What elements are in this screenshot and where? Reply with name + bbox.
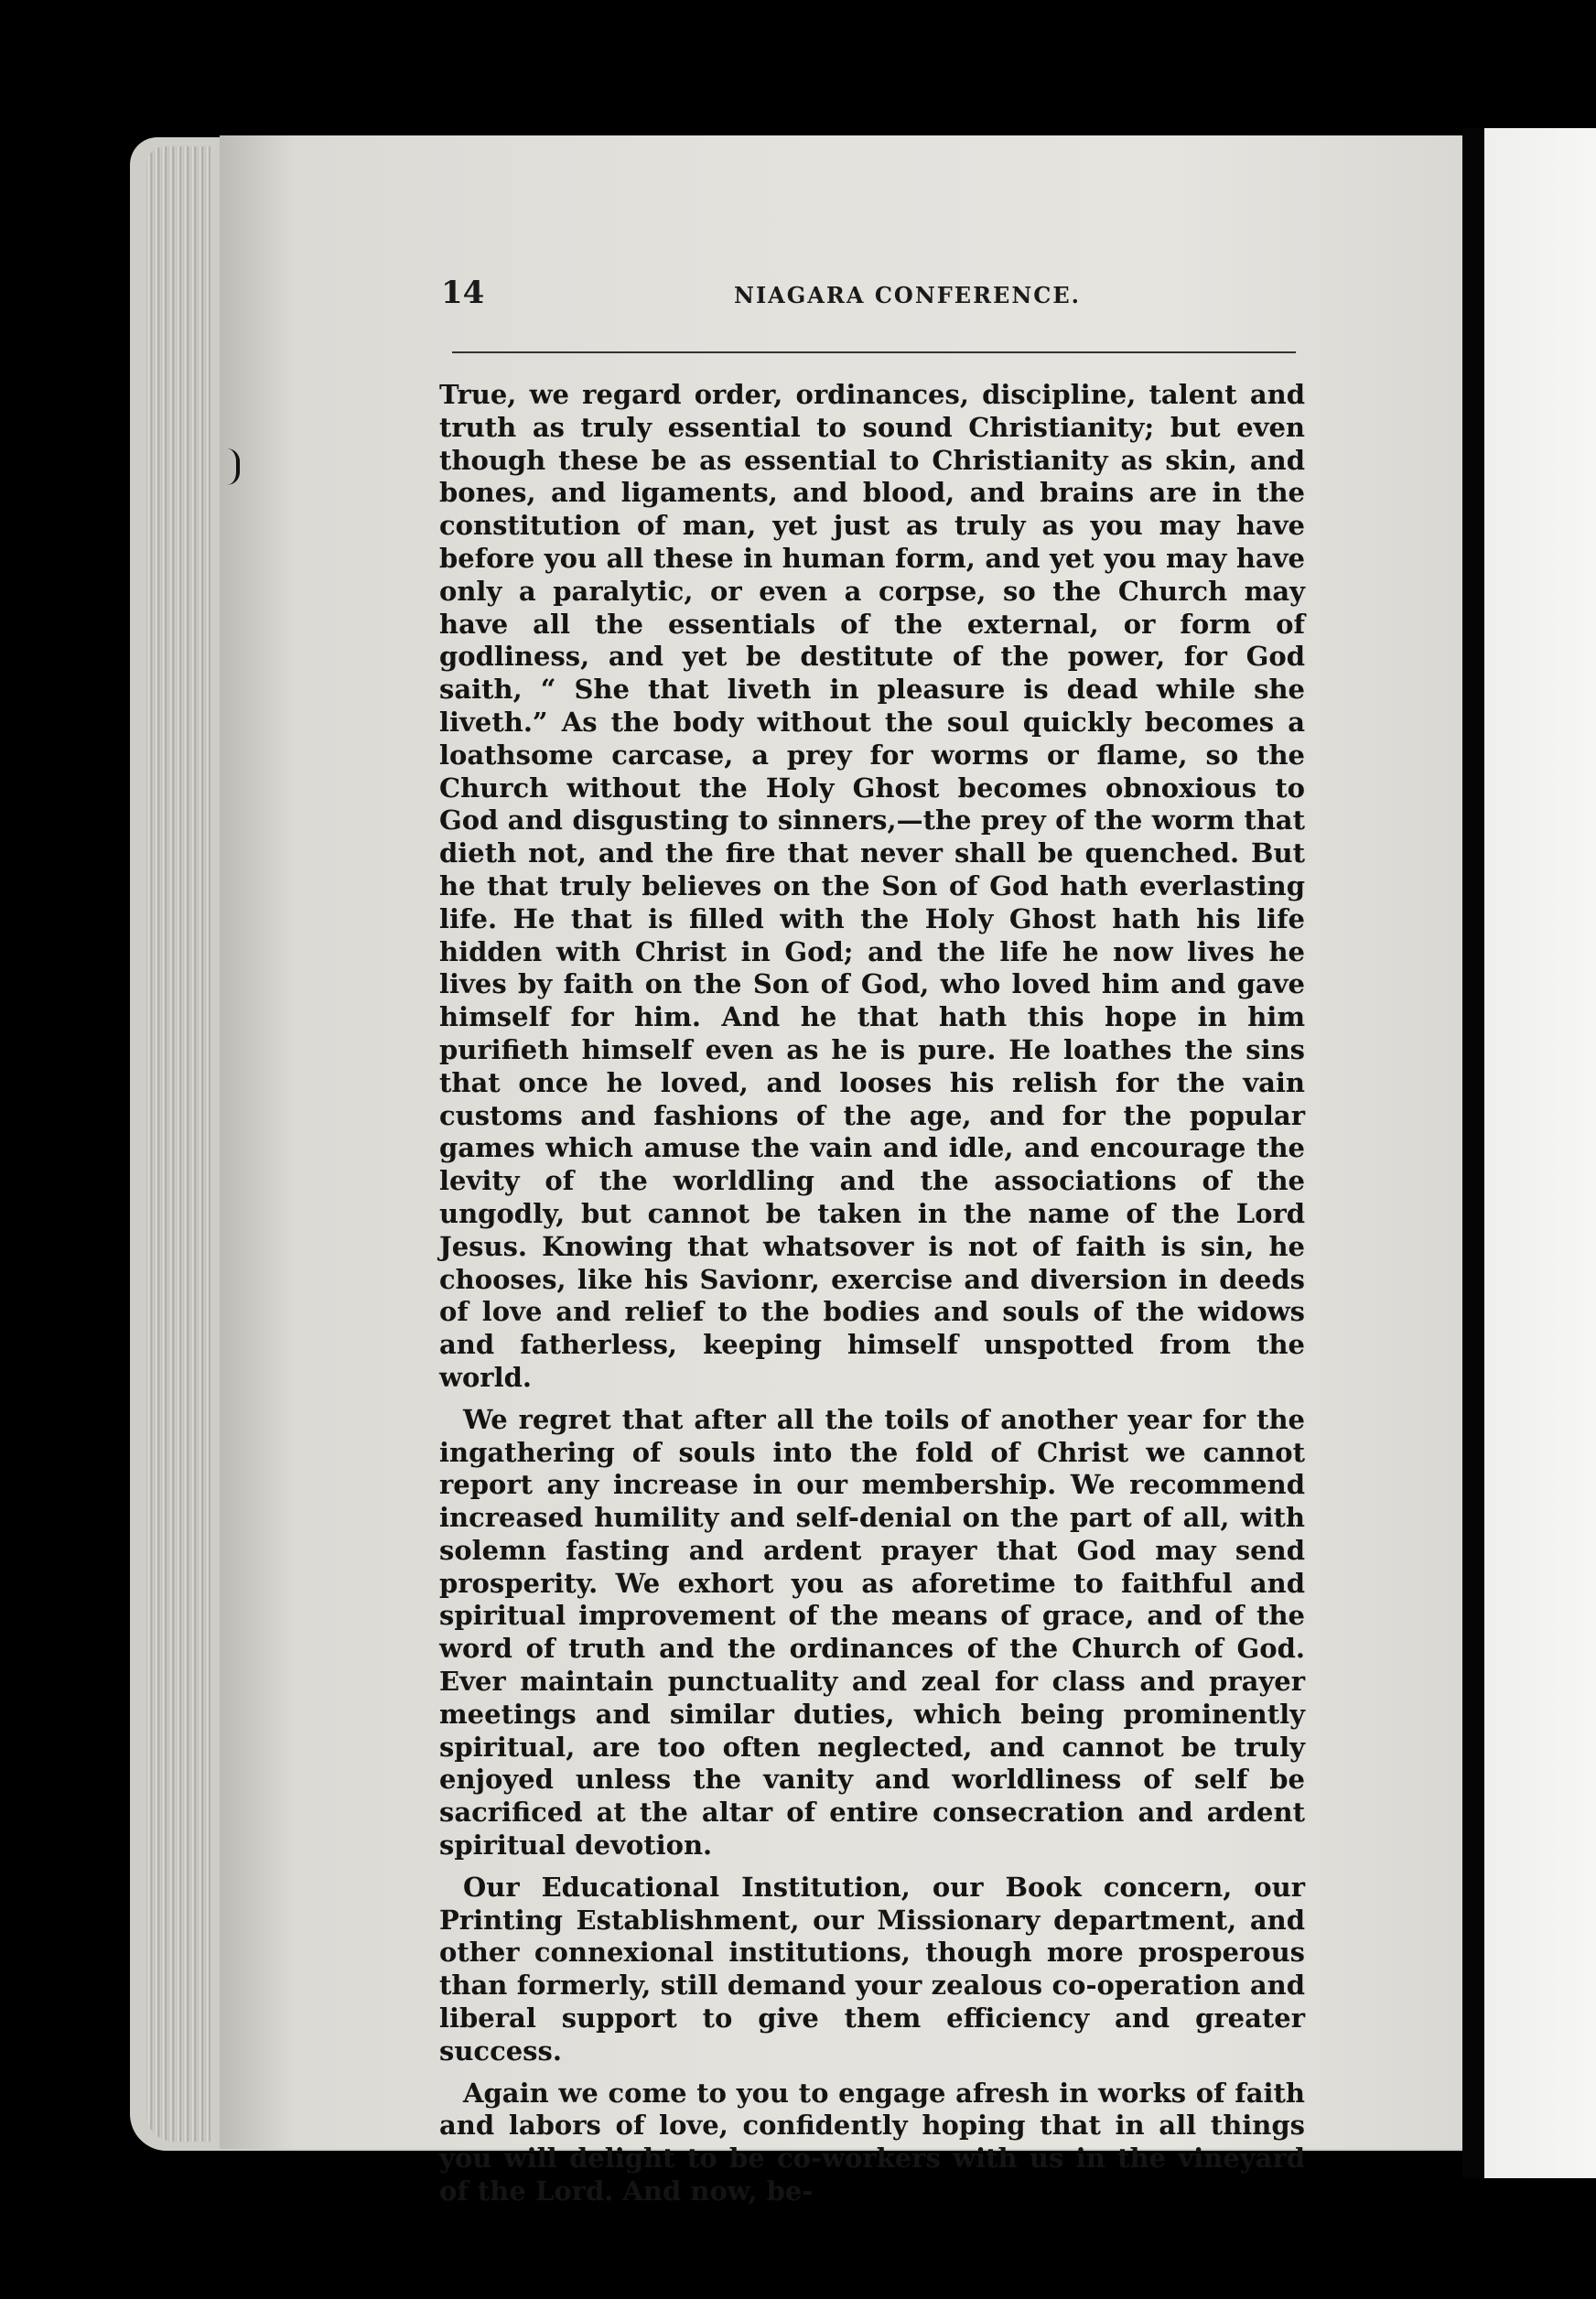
paragraph-4: Again we come to you to engage afresh in works of faith and labors of love, confidently hoping that in all things you will delight to be co-workers with us in the vineyard of the Lord. And now, be-: [439, 2077, 1305, 2207]
gutter-shadow: [1462, 128, 1484, 2178]
page-number: 14: [441, 275, 485, 311]
paragraph-3: Our Educational Institution, our Book concern, our Printing Establishment, our Missionary department, and other connexional institutions, though more prosperous than formerly, still demand your zealous co-operation and liberal support to give them efficiency and greater success.: [439, 1871, 1305, 2067]
paragraph-2: We regret that after all the toils of another year for the ingathering of souls into the fold of Christ we cannot report any increase in our membership. We recommend increased humility and self-denial on the part of all, with solemn fasting and ardent prayer that God may send prosperity. We exhort you as aforetime to faithful and spiritual improvement of the means of grace, and of the word of truth and the ordinances of the Church of God. Ever maintain punctuality and zeal for class and prayer meetings and similar duties, which being prominently spiritual, are too often neglected, and cannot be truly enjoyed unless the vanity and worldliness of self be sacrificed at the altar of entire consecration and ardent spiritual devotion.: [439, 1403, 1305, 1862]
running-head: NIAGARA CONFERENCE.: [734, 282, 1082, 308]
paragraph-1: True, we regard order, ordinances, discipline, talent and truth as truly essential to sound Christianity; but even though these be as essential to Christianity as skin, and bones, and ligaments, and blood, and brains are in the constitution of man, yet just as truly as you may have before you all these in human form, and yet you may have only a paralytic, or even a corpse, so the Church may have all the essentials of the external, or form of godliness, and yet be destitute of the power, for God saith, “ She that liveth in pleasure is dead while she liveth.” As the body without the soul quickly becomes a loathsome carcase, a prey for worms or flame, so the Church without the Holy Ghost becomes obnoxious to God and disgusting to sinners,—the prey of the worm that dieth not, and the fire that never shall be quenched. But he that truly believes on the Son of God hath everlasting life. He that is filled with the Holy Ghost hath his life hidden with Christ in God; and the life he now lives he lives by faith on the Son of God, who loved him and gave himself for him. And he that hath this hope in him purifieth himself even as he is pure. He loathes the sins that once he loved, and looses his relish for the vain customs and fashions of the age, and for the popular games which amuse the vain and idle, and encourage the levity of the worldling and the associations of the ungodly, but cannot be taken in the name of the Lord Jesus. Knowing that whatsover is not of faith is sin, he chooses, like his Savionr, exercise and diversion in deeds of love and relief to the bodies and souls of the widows and fatherless, keeping himself unspotted from the world.: [439, 379, 1305, 1393]
body-text: [439, 379, 1305, 2218]
page-header: [441, 275, 1310, 317]
facing-page-edge: [1484, 128, 1596, 2178]
header-rule: [452, 351, 1296, 353]
